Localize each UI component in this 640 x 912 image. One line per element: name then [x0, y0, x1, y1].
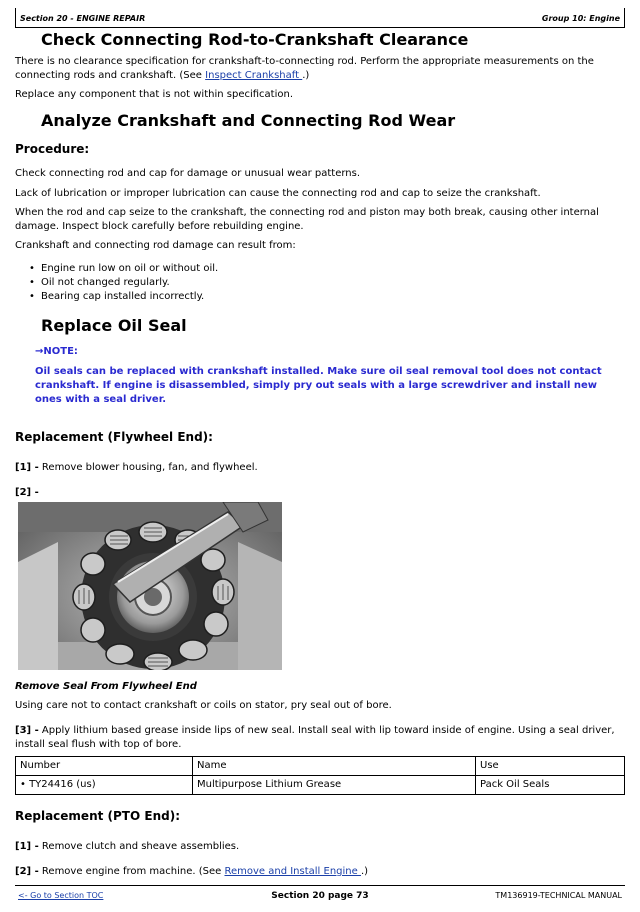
- pto-end-heading: Replacement (PTO End):: [15, 809, 180, 823]
- table-header-use: Use: [476, 757, 625, 776]
- table-row: [16, 776, 625, 795]
- clearance-paragraph: There is no clearance specification for crankshaft-to-connecting rod. Perform the appropriate measurements on the connecting rods and crankshaft. (See Inspect Crankshaft .): [15, 56, 594, 81]
- procedure-heading: Procedure:: [15, 142, 90, 156]
- note-label: →NOTE:: [35, 346, 78, 357]
- footer-rule: [15, 885, 625, 886]
- header-group: Group 10: Engine: [541, 14, 620, 23]
- procedure-seize: When the rod and cap seize to the crankshaft, the connecting rod and piston may both break, causing other internal damage. Inspect block carefully before rebuilding engine.: [15, 207, 599, 232]
- flywheel-step-2: [2] -: [15, 487, 39, 498]
- section-title-wear: Analyze Crankshaft and Connecting Rod Wear: [41, 111, 456, 130]
- seal-removal-photo: [18, 502, 282, 670]
- section-title-oil-seal: Replace Oil Seal: [41, 316, 187, 335]
- procedure-damage-causes: Crankshaft and connecting rod damage can result from:: [15, 240, 296, 251]
- table-cell-use: Pack Oil Seals: [476, 776, 625, 795]
- table-cell-name: Multipurpose Lithium Grease: [193, 776, 476, 795]
- note-text: Oil seals can be replaced with crankshaft installed. Make sure oil seal removal tool does not contact crankshaft. If engine is disassembled, simply pry out seals with a large screwdriver and install new ones with a seal driver.: [35, 366, 602, 405]
- list-item: • Oil not changed regularly.: [15, 276, 218, 290]
- damage-cause-list: [15, 262, 218, 304]
- photo-caption: Remove Seal From Flywheel End: [15, 681, 197, 692]
- pto-step-2: [2] - Remove engine from machine. (See Remove and Install Engine .): [15, 866, 369, 877]
- header-rule: [15, 27, 625, 28]
- header-right-border: [624, 8, 625, 28]
- list-item: • Bearing cap installed incorrectly.: [15, 290, 218, 304]
- flywheel-end-heading: Replacement (Flywheel End):: [15, 430, 213, 444]
- table-header-number: Number: [16, 757, 193, 776]
- flywheel-step-3: [3] - Apply lithium based grease inside lips of new seal. Install seal with lip toward inside of engine. Using a seal driver, install seal flush with top of bore.: [15, 725, 615, 750]
- manual-id: TM136919-TECHNICAL MANUAL: [495, 891, 622, 900]
- header-left-border: [15, 8, 16, 28]
- table-header-row: [16, 757, 625, 776]
- section-toc-link[interactable]: <- Go to Section TOC: [18, 891, 104, 900]
- procedure-lubrication: Lack of lubrication or improper lubrication can cause the connecting rod and cap to seize the crankshaft.: [15, 188, 541, 199]
- table-header-name: Name: [193, 757, 476, 776]
- remove-install-engine-link[interactable]: Remove and Install Engine: [224, 866, 361, 877]
- page-number: Section 20 page 73: [271, 891, 369, 901]
- header-section: Section 20 - ENGINE REPAIR: [20, 14, 146, 23]
- tool-table: [15, 756, 625, 795]
- inspect-crankshaft-link[interactable]: Inspect Crankshaft: [205, 70, 303, 81]
- replace-component-text: Replace any component that is not within specification.: [15, 89, 294, 100]
- list-item: • Engine run low on oil or without oil.: [15, 262, 218, 276]
- pto-step-1: [1] - Remove clutch and sheave assemblies.: [15, 841, 240, 852]
- table-cell-number: • TY24416 (us): [16, 776, 193, 795]
- section-title-clearance: Check Connecting Rod-to-Crankshaft Clearance: [41, 30, 469, 49]
- flywheel-step-1: [1] - Remove blower housing, fan, and flywheel.: [15, 462, 258, 473]
- procedure-step-check: Check connecting rod and cap for damage or unusual wear patterns.: [15, 168, 361, 179]
- pry-seal-instruction: Using care not to contact crankshaft or coils on stator, pry seal out of bore.: [15, 700, 392, 711]
